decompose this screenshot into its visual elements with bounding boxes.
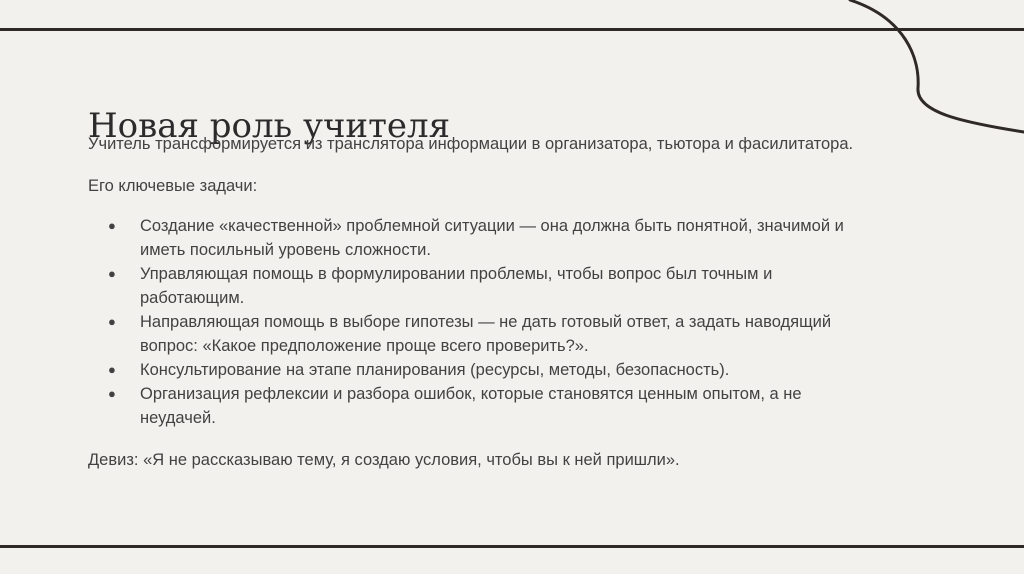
bullet-icon: ● xyxy=(108,266,116,281)
bullet-icon: ● xyxy=(108,314,116,329)
slide-body xyxy=(88,132,878,472)
task-text: Направляющая помощь в выборе гипотезы — не дать готовый ответ, а задать наводящий вопрос: «Какое предположение проще всего проверить?». xyxy=(140,313,832,355)
task-item xyxy=(88,310,878,358)
task-item xyxy=(88,382,878,430)
slide-title: Новая роль учителя xyxy=(88,106,451,146)
bullet-icon: ● xyxy=(108,362,116,377)
top-rule xyxy=(0,28,1024,31)
motto-text: Девиз: «Я не рассказываю тему, я создаю условия, чтобы вы к ней пришли». xyxy=(88,451,680,469)
tasks-label: Его ключевые задачи: xyxy=(88,177,258,195)
task-item xyxy=(88,214,878,262)
task-text: Создание «качественной» проблемной ситуации — она должна быть понятной, значимой и иметь посильный уровень сложности. xyxy=(140,217,844,259)
task-item xyxy=(88,358,878,382)
bullet-icon: ● xyxy=(108,218,116,233)
task-text: Управляющая помощь в формулировании проблемы, чтобы вопрос был точным и работающим. xyxy=(140,265,773,307)
task-list xyxy=(88,214,878,430)
task-text: Организация рефлексии и разбора ошибок, которые становятся ценным опытом, а не неудачей. xyxy=(140,385,802,427)
task-text: Консультирование на этапе планирования (ресурсы, методы, безопасность). xyxy=(140,361,730,379)
intro-text: Учитель трансформируется из транслятора информации в организатора, тьютора и фасилитатора. xyxy=(88,135,854,153)
task-item xyxy=(88,262,878,310)
bottom-rule xyxy=(0,545,1024,548)
bullet-icon: ● xyxy=(108,386,116,401)
